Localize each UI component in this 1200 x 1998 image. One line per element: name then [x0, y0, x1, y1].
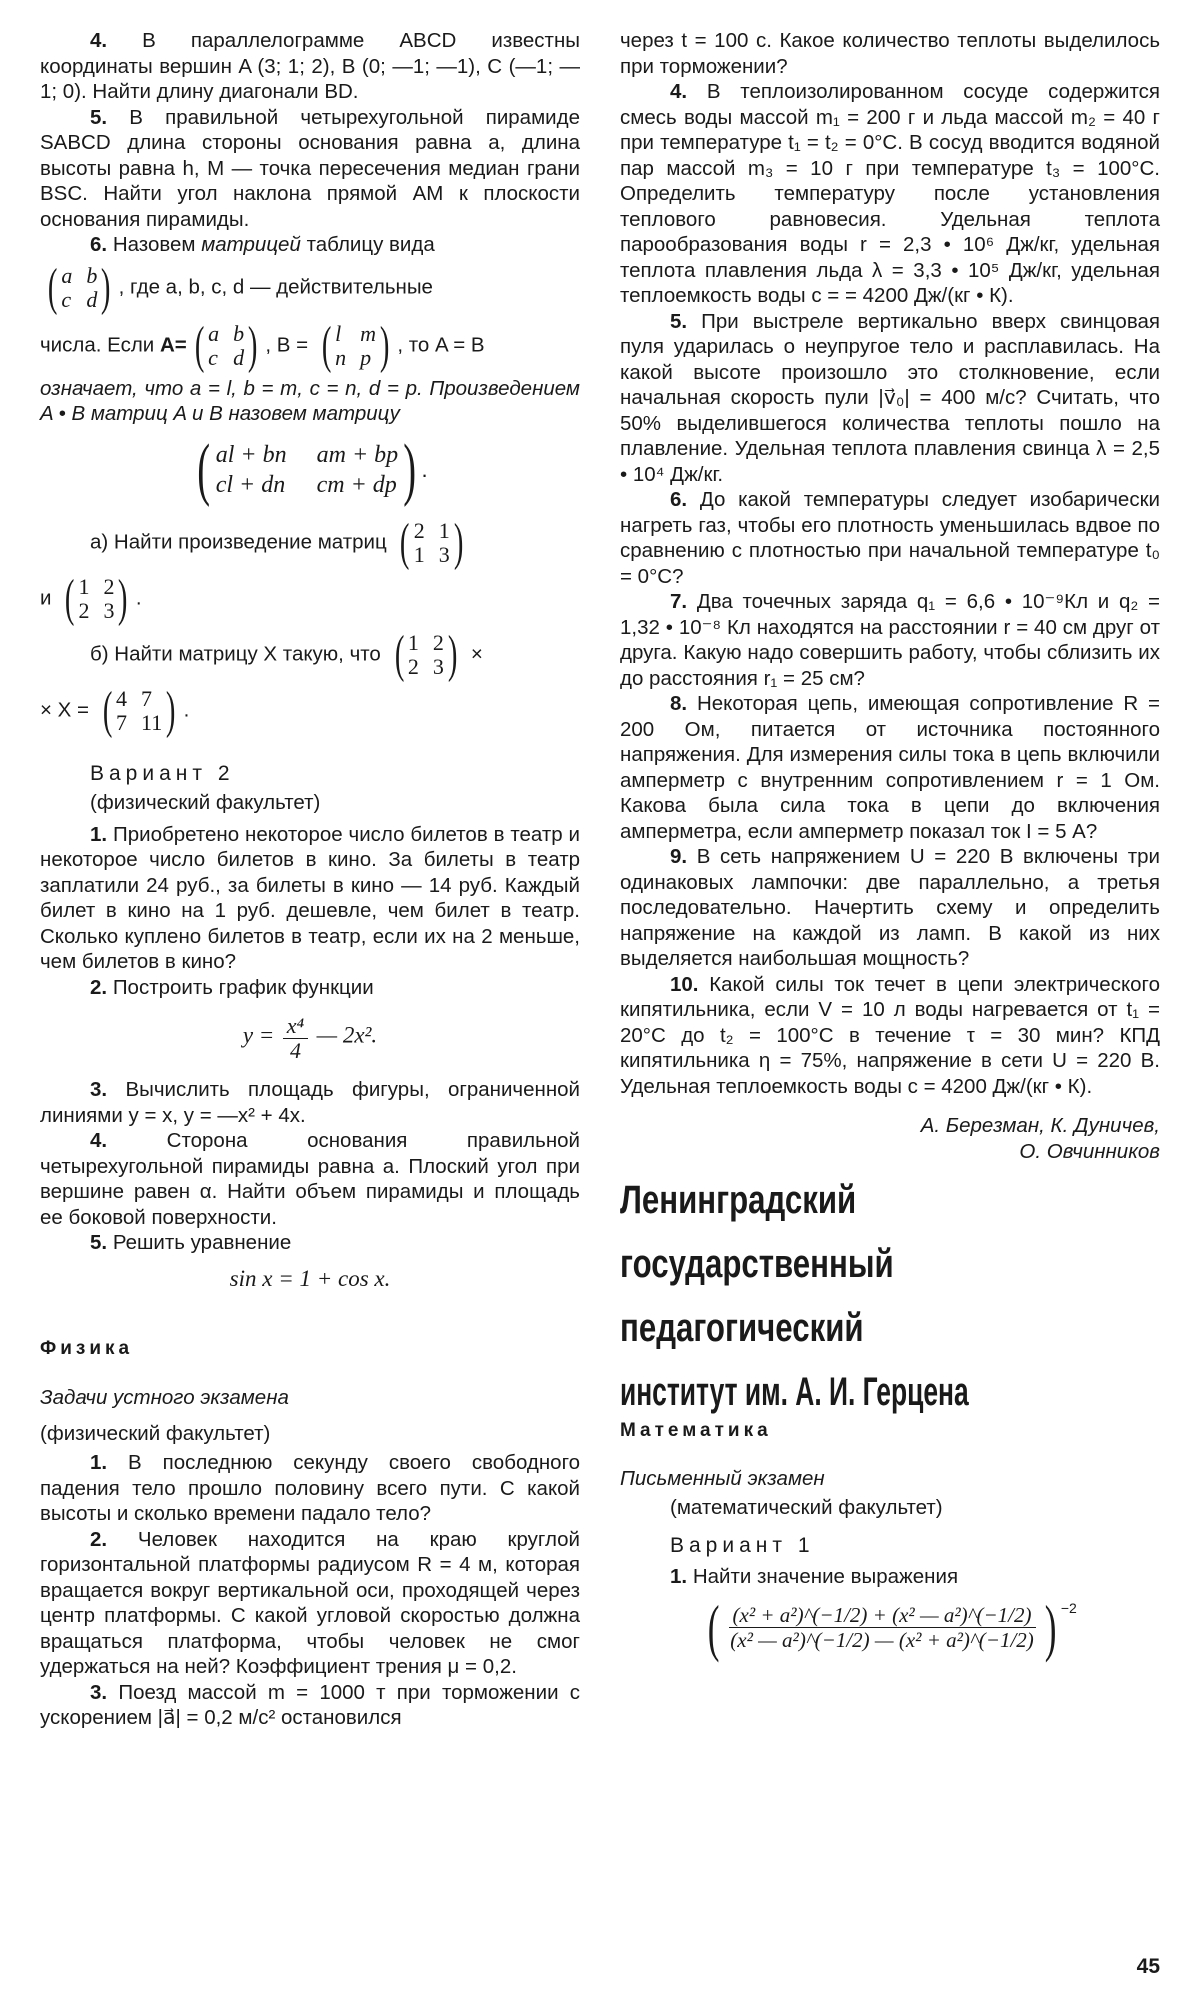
physics-5: 5. При выстреле вертикально вверх свинцовая пуля ударилась о неупругое тело и расплавилась. На какой высоте произошло это столкновение, если начальная скорость пули |v⃗₀| = 400 м/с? Считать, что 50% выделившегося количества теплоты пошло на плавление. Удельная теплота плавления свинца λ = 2,5 • 10⁴ Дж/кг. — [620, 309, 1160, 486]
matrix-equality-line: числа. Если A= ( a b c d ) , B = ( l m n p ) , то A = B — [40, 316, 485, 374]
institute-title — [620, 1170, 1160, 1418]
matrix-A: ( a b c d ) — [194, 316, 258, 374]
physics-heading: Физика — [40, 1337, 134, 1359]
question-1: 1. Приобретено некоторое число билетов в театр и некоторое число билетов в кино. За билеты в театр заплатили 24 руб., за билеты в кино — 14 руб. Каждый билет в кино на 1 руб. дешевле, чем билет в театр. Сколько куплено билетов в театр, если их на 2 меньше, чем билетов в кино? — [40, 822, 580, 973]
product-definition: означает, что a = l, b = m, c = n, d = p. Произведением A • B матриц A и B назовем матрицу — [40, 376, 580, 425]
matrix-generic: ( a b c d ) — [47, 258, 111, 316]
math-heading: Математика — [620, 1420, 772, 1441]
task-b: б) Найти матрицу X такую, что ( 1 2 2 3 ) × — [90, 625, 483, 683]
physics-2: 2. Человек находится на краю круглой горизонтальной платформы радиусом R = 4 м, которая вращается вокруг вертикальной оси, проходящей через центр платформы. С какой угловой скоростью должна вращаться платформа, чтобы человек не смог удержаться на ней? Коэффициент трения μ = 0,2. — [40, 1527, 581, 1678]
variant-2-heading: Вариант 2 — [90, 761, 235, 785]
physics-7: 7. Два точечных заряда q₁ = 6,6 • 10⁻⁹Кл и q₂ = 1,32 • 10⁻⁸ Кл находятся на расстоянии r = 40 см друг от друга. Какую надо совершить работу, чтобы сблизить их до расстояния r₁ = 25 см? — [620, 590, 1160, 690]
oral-exam-heading: Задачи устного экзамена — [40, 1386, 289, 1409]
matrix-a1: ( 2 1 1 3 ) — [400, 513, 464, 571]
matrix-b2: ( 4 7 7 11 ) — [102, 681, 176, 739]
matrix-product: ( al + bn am + bp cl + dn cm + dp ) . — [197, 430, 428, 508]
formula-y: y = $\frac{\text{x⁴}}{4}$ — 2x². — [242, 1013, 378, 1063]
page-number: 45 — [1136, 1955, 1160, 1978]
problem-5: 5. В правильной четырехугольной пирамиде SABCD длина стороны основания равна a, длина высоты равна h, M — точка пересечения медиан грани BSC. Найти угол наклона прямой AM к плоскости основания пирамиды. — [40, 105, 580, 231]
institute-line-1: Ленинградский — [620, 1178, 857, 1222]
institute-line-2: государственный — [620, 1242, 894, 1286]
math-1: 1. Найти значение выражения — [670, 1565, 959, 1588]
task-a: а) Найти произведение матриц ( 2 1 1 3 ) — [40, 515, 580, 571]
physics-9: 9. В сеть напряжением U = 220 В включены три одинаковых лампочки: две параллельно, а третья последовательно. Начертить схему и определить напряжение на каждой из ламп. В какой из них выделяется наибольшая мощность? — [620, 845, 1160, 970]
matrix-B: ( l m n p ) — [321, 316, 390, 374]
left-column — [40, 28, 580, 1731]
question-3: 3. Вычислить площадь фигуры, ограниченной линиями y = x, y = —x² + 4x. — [40, 1078, 580, 1127]
formula-sin: sin x = 1 + cos x. — [229, 1265, 391, 1291]
question-4: 4. Сторона основания правильной четырехугольной пирамиды равна a. Плоский угол при вершине равен α. Найти объем пирамиды и площадь ее боковой поверхности. — [40, 1129, 580, 1229]
task-a-cont: и ( 1 2 2 3 ) . — [40, 569, 142, 627]
physics-3: 3. Поезд массой m = 1000 т при торможении с ускорением |a⃗| = 0,2 м/с² остановился — [40, 1680, 580, 1729]
institute-line-4: институт им. А. И. Герцена — [620, 1370, 969, 1414]
expression: ( $\frac{\text{(x² + a²)\textasciicircum{}(−1/2) + (x² — a²)\textasciicircum{}(−1/2)}}{\text{(x² — a²)\textasciicircum{}(−1/2) — (x² + a²)\textasciicircum{}(−1/2)}}$ ) −2 — [707, 1591, 1077, 1663]
authors-line-2: О. Овчинников — [1019, 1139, 1160, 1163]
problem-6: 6. Назовем матрицей таблицу вида — [90, 233, 435, 256]
right-column — [620, 28, 1160, 1666]
matrix-a2: ( 1 2 2 3 ) — [65, 569, 128, 627]
faculty-physics: (физический факультет) — [90, 791, 321, 814]
question-2: 2. Построить график функции — [90, 975, 374, 999]
variant-1-heading: Вариант 1 — [670, 1533, 815, 1557]
written-exam-heading: Письменный экзамен — [620, 1466, 825, 1490]
physics-6: 6. До какой температуры следует изобарически нагреть газ, чтобы его плотность уменьшилась вдвое по сравнению с плотностью при начальной температуре t₀ = 0°С? — [620, 488, 1160, 588]
physics-1: 1. В последнюю секунду своего свободного падения тело прошло половину всего пути. С какой высоты и сколько времени падало тело? — [40, 1451, 581, 1525]
institute-line-3: педагогический — [620, 1306, 864, 1350]
physics-3-cont: через t = 100 с. Какое количество теплоты выделилось при торможении? — [620, 29, 1160, 78]
task-b-cont: × X = ( 4 7 7 11 ) . — [40, 681, 190, 739]
problem-4: 4. В параллелограмме ABCD известны координаты вершин A (3; 1; 2), B (0; —1; —1), C (—1; —1; 0). Найти длину диагонали BD. — [40, 29, 580, 103]
matrix-b1: ( 1 2 2 3 ) — [394, 625, 458, 683]
matrix-def-line: ( a b c d ) , где a, b, c, d — действительные — [40, 260, 580, 316]
physics-10: 10. Какой силы ток течет в цепи электрического кипятильника, если V = 10 л воды нагревается от t₁ = 20°С до t₂ = 100°С в течение τ = 30 мин? КПД кипятильника η = 75%, напряжение в сети U = 220 В. Удельная теплоемкость воды c = 4200 Дж/(кг • К). — [620, 972, 1160, 1098]
faculty-physics-2: (физический факультет) — [40, 1421, 271, 1445]
physics-8: 8. Некоторая цепь, имеющая сопротивление R = 200 Ом, питается от источника постоянного напряжения. Для измерения силы тока в цепь включили амперметр с внутренним сопротивлением r = 1 Ом. Какова была сила тока в цепи до включения амперметра, если амперметр показал ток I = 5 А? — [620, 692, 1160, 843]
physics-4: 4. В теплоизолированном сосуде содержится смесь воды массой m₁ = 200 г и льда массой m₂ = 40 г при температуре t₁ = t₂ = 0°С. В сосуд вводится водяной пар массой m₃ = 10 г при температуре t₃ = 100°С. Определить температуру после установления теплового равновесия. Удельная теплота парообразования воды r = 2,3 • 10⁶ Дж/кг, удельная теплота плавления льда λ = 3,3 • 10⁵ Дж/кг, удельная теплоемкость воды c = = 4200 Дж/(кг • К). — [620, 80, 1160, 307]
faculty-math: (математический факультет) — [670, 1496, 943, 1519]
authors-line-1: А. Березман, К. Дуничев, — [920, 1114, 1160, 1137]
question-5: 5. Решить уравнение — [90, 1231, 292, 1254]
